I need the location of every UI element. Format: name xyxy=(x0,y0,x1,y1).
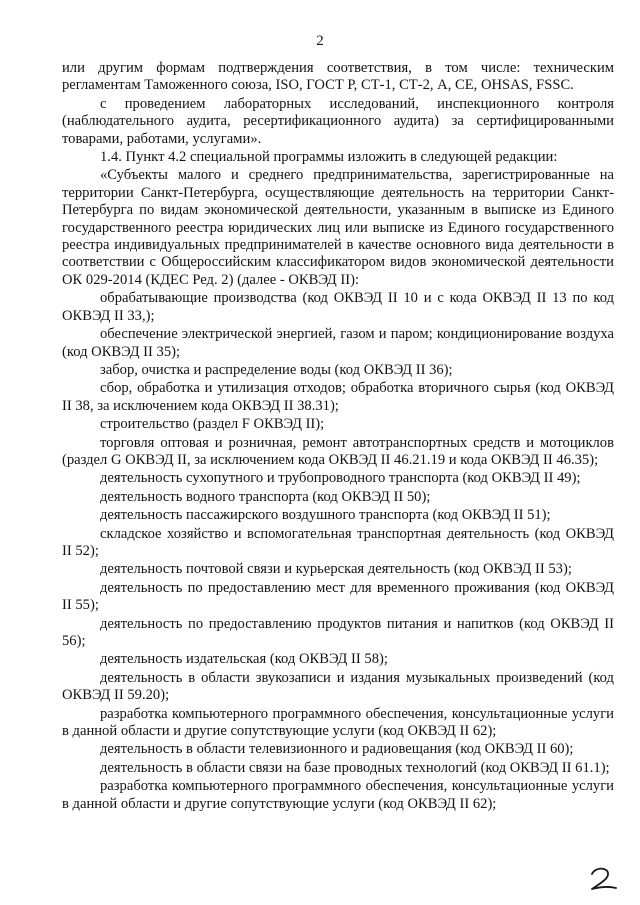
paragraph: деятельность в области телевизионного и радиовещания (код ОКВЭД II 60); xyxy=(100,741,574,758)
paragraph: разработка компьютерного программного обеспечения, консультационные услуги в данной области и другие сопутствующие услуги (код ОКВЭД II 62); xyxy=(62,705,614,740)
paragraph: деятельность водного транспорта (код ОКВЭД II 50); xyxy=(100,488,431,505)
paragraph: сбор, обработка и утилизация отходов; обработка вторичного сырья (код ОКВЭД II 38, за исключением кода ОКВЭД II 38.31); xyxy=(62,380,614,414)
paragraph: забор, очистка и распределение воды (код ОКВЭД II 36); xyxy=(100,361,453,378)
paragraph: деятельность в области связи на базе проводных технологий (код ОКВЭД II 61.1); xyxy=(100,759,610,776)
paragraph: разработка компьютерного программного обеспечения, консультационные услуги в данной области и другие сопутствующие услуги (код ОКВЭД II 62); xyxy=(62,778,614,812)
paragraph: строительство (раздел F ОКВЭД II); xyxy=(100,416,325,433)
handwritten-mark-icon xyxy=(583,864,623,894)
paragraph: торговля оптовая и розничная, ремонт автотранспортных средств и мотоциклов (раздел G ОКВЭД II, за исключением кода ОКВЭД II 46.21.19 и кода ОКВЭД II 46.35); xyxy=(62,434,614,468)
paragraph: с проведением лабораторных исследований, инспекционного контроля (наблюдательного аудита, ресертификационного аудита) за сертифицированными товарами, работами, услугами». xyxy=(62,95,614,147)
paragraph: обеспечение электрической энергией, газом и паром; кондиционирование воздуха (код ОКВЭД II 35); xyxy=(62,326,614,360)
paragraph: обрабатывающие производства (код ОКВЭД II 10 и с кода ОКВЭД II 13 по код ОКВЭД II 33,); xyxy=(62,290,614,324)
paragraph: деятельность по предоставлению продуктов питания и напитков (код ОКВЭД II 56); xyxy=(62,615,614,649)
paragraph: складское хозяйство и вспомогательная транспортная деятельность (код ОКВЭД II 52); xyxy=(62,525,614,559)
paragraph: деятельность почтовой связи и курьерская деятельность (код ОКВЭД II 53); xyxy=(100,561,572,578)
document-body xyxy=(62,60,614,814)
paragraph: 1.4. Пункт 4.2 специальной программы изложить в следующей редакции: xyxy=(100,149,558,166)
paragraph: деятельность издательская (код ОКВЭД II 58); xyxy=(100,651,388,668)
paragraph: деятельность сухопутного и трубопроводного транспорта (код ОКВЭД II 49); xyxy=(100,470,581,487)
paragraph: «Субъекты малого и среднего предпринимательства, зарегистрированные на территории Санкт-Петербурга, осуществляющие деятельность на территории Санкт-Петербурга по видам экономической деятельности, указанным в выписке из Единого государственного реестра юридических лиц или выписке из Единого государственного реестра индивидуальных предпринимателей в качестве основного вида деятельности в соответствии с Общероссийским классификатором видов экономической деятельности ОК 029-2014 (КДЕС Ред. 2) (далее - ОКВЭД II): xyxy=(62,167,614,288)
paragraph: деятельность пассажирского воздушного транспорта (код ОКВЭД II 51); xyxy=(100,507,551,524)
paragraph: или другим формам подтверждения соответствия, в том числе: техническим регламентам Таможенного союза, ISO, ГОСТ Р, СТ-1, СТ-2, А, CE, OHSAS, FSSC. xyxy=(62,60,614,94)
page-number: 2 xyxy=(316,33,324,49)
paragraph: деятельность в области звукозаписи и издания музыкальных произведений (код ОКВЭД II 59.20); xyxy=(62,669,614,704)
paragraph: деятельность по предоставлению мест для временного проживания (код ОКВЭД II 55); xyxy=(62,579,614,614)
